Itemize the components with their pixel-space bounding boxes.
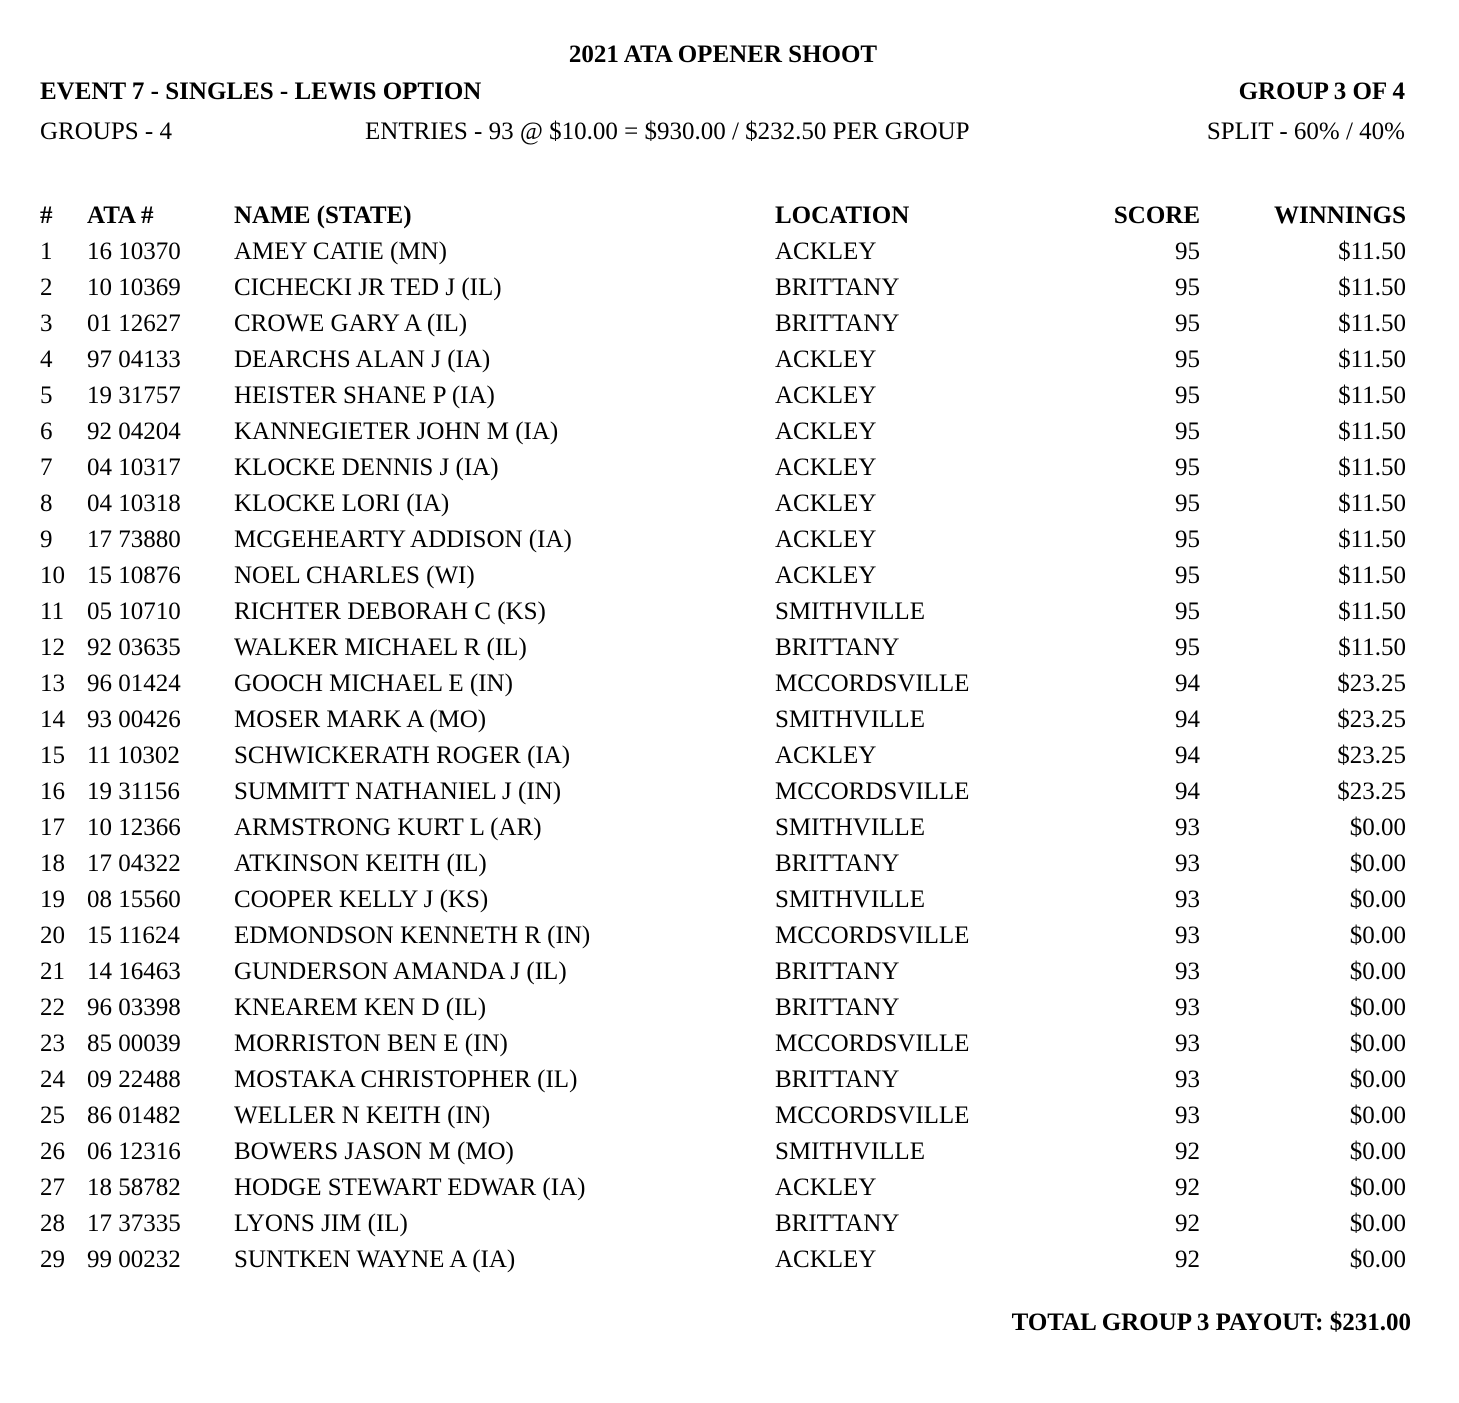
- row-location: ACKLEY: [775, 418, 877, 445]
- column-header-score: SCORE: [1113, 202, 1200, 229]
- row-ata-number: 09 22488: [87, 1066, 181, 1093]
- row-ata-number: 10 12366: [87, 814, 181, 841]
- row-winnings: $0.00: [1349, 958, 1406, 985]
- table-row: [0, 1134, 1459, 1170]
- row-winnings: $11.50: [1338, 418, 1406, 445]
- row-score: 93: [1175, 922, 1200, 949]
- row-winnings: $0.00: [1349, 1030, 1406, 1057]
- row-ata-number: 19 31156: [87, 778, 180, 805]
- row-number: 21: [40, 958, 65, 985]
- row-location: MCCORDSVILLE: [775, 1030, 970, 1057]
- table-row: [0, 522, 1459, 558]
- row-name: EDMONDSON KENNETH R (IN): [234, 922, 591, 949]
- table-row: [0, 666, 1459, 702]
- row-name: DEARCHS ALAN J (IA): [234, 346, 491, 373]
- row-winnings: $0.00: [1349, 1210, 1406, 1237]
- row-score: 92: [1175, 1138, 1200, 1165]
- row-name: KANNEGIETER JOHN M (IA): [234, 418, 559, 445]
- row-ata-number: 16 10370: [87, 238, 181, 265]
- row-number: 14: [40, 706, 65, 733]
- row-winnings: $11.50: [1338, 346, 1406, 373]
- row-location: BRITTANY: [775, 1066, 900, 1093]
- table-row: [0, 1026, 1459, 1062]
- row-winnings: $0.00: [1349, 1066, 1406, 1093]
- table-row: [0, 594, 1459, 630]
- row-location: ACKLEY: [775, 346, 877, 373]
- groups-count: GROUPS - 4: [40, 118, 172, 145]
- row-number: 7: [40, 454, 53, 481]
- row-name: KLOCKE LORI (IA): [234, 490, 450, 517]
- row-score: 95: [1175, 382, 1200, 409]
- row-number: 23: [40, 1030, 65, 1057]
- row-name: KNEAREM KEN D (IL): [234, 994, 487, 1021]
- row-winnings: $11.50: [1338, 598, 1406, 625]
- row-winnings: $0.00: [1349, 994, 1406, 1021]
- row-score: 95: [1175, 238, 1200, 265]
- table-row: [0, 1170, 1459, 1206]
- row-number: 11: [40, 598, 65, 625]
- row-ata-number: 04 10318: [87, 490, 181, 517]
- row-winnings: $11.50: [1338, 454, 1406, 481]
- row-name: ATKINSON KEITH (IL): [234, 850, 487, 877]
- row-score: 93: [1175, 994, 1200, 1021]
- row-winnings: $11.50: [1338, 274, 1406, 301]
- row-location: ACKLEY: [775, 454, 877, 481]
- row-ata-number: 85 00039: [87, 1030, 181, 1057]
- row-name: MOSER MARK A (MO): [234, 706, 487, 733]
- row-number: 12: [40, 634, 65, 661]
- row-name: SUNTKEN WAYNE A (IA): [234, 1246, 516, 1273]
- row-location: ACKLEY: [775, 526, 877, 553]
- row-number: 10: [40, 562, 65, 589]
- row-score: 93: [1175, 850, 1200, 877]
- row-number: 17: [40, 814, 65, 841]
- row-name: MCGEHEARTY ADDISON (IA): [234, 526, 572, 553]
- row-ata-number: 04 10317: [87, 454, 181, 481]
- row-ata-number: 17 04322: [87, 850, 181, 877]
- column-header-winnings: WINNINGS: [1274, 202, 1406, 229]
- row-name: HODGE STEWART EDWAR (IA): [234, 1174, 586, 1201]
- row-name: ARMSTRONG KURT L (AR): [234, 814, 542, 841]
- row-winnings: $11.50: [1338, 562, 1406, 589]
- row-winnings: $11.50: [1338, 310, 1406, 337]
- row-score: 94: [1175, 778, 1200, 805]
- row-ata-number: 15 11624: [87, 922, 180, 949]
- row-winnings: $23.25: [1337, 670, 1406, 697]
- table-row: [0, 954, 1459, 990]
- row-score: 92: [1175, 1210, 1200, 1237]
- payout-split: SPLIT - 60% / 40%: [1206, 118, 1405, 145]
- row-score: 95: [1175, 346, 1200, 373]
- row-score: 93: [1175, 1066, 1200, 1093]
- row-score: 95: [1175, 274, 1200, 301]
- event-title: EVENT 7 - SINGLES - LEWIS OPTION: [40, 78, 482, 105]
- row-name: AMEY CATIE (MN): [234, 238, 447, 265]
- row-ata-number: 06 12316: [87, 1138, 181, 1165]
- row-ata-number: 14 16463: [87, 958, 181, 985]
- table-row: [0, 486, 1459, 522]
- row-winnings: $0.00: [1349, 886, 1406, 913]
- table-row: [0, 1242, 1459, 1278]
- row-number: 15: [40, 742, 65, 769]
- row-ata-number: 11 10302: [87, 742, 180, 769]
- row-number: 6: [40, 418, 53, 445]
- row-number: 19: [40, 886, 65, 913]
- row-name: WALKER MICHAEL R (IL): [234, 634, 527, 661]
- row-winnings: $0.00: [1349, 850, 1406, 877]
- row-number: 24: [40, 1066, 65, 1093]
- row-name: COOPER KELLY J (KS): [234, 886, 489, 913]
- row-location: ACKLEY: [775, 1174, 877, 1201]
- row-ata-number: 05 10710: [87, 598, 181, 625]
- table-row: [0, 270, 1459, 306]
- row-number: 28: [40, 1210, 65, 1237]
- row-score: 95: [1175, 598, 1200, 625]
- table-row: [0, 702, 1459, 738]
- row-location: SMITHVILLE: [775, 814, 925, 841]
- column-header-name: NAME (STATE): [234, 202, 412, 229]
- row-score: 95: [1175, 562, 1200, 589]
- row-winnings: $23.25: [1337, 706, 1406, 733]
- row-location: BRITTANY: [775, 634, 900, 661]
- row-ata-number: 92 04204: [87, 418, 181, 445]
- row-number: 20: [40, 922, 65, 949]
- row-location: SMITHVILLE: [775, 1138, 925, 1165]
- row-number: 9: [40, 526, 53, 553]
- row-location: MCCORDSVILLE: [775, 778, 970, 805]
- row-name: WELLER N KEITH (IN): [234, 1102, 491, 1129]
- row-ata-number: 86 01482: [87, 1102, 181, 1129]
- table-row: [0, 1206, 1459, 1242]
- row-location: BRITTANY: [775, 274, 900, 301]
- row-ata-number: 96 03398: [87, 994, 181, 1021]
- row-winnings: $11.50: [1338, 490, 1406, 517]
- row-name: MORRISTON BEN E (IN): [234, 1030, 508, 1057]
- row-name: SUMMITT NATHANIEL J (IN): [234, 778, 562, 805]
- row-number: 29: [40, 1246, 65, 1273]
- table-row: [0, 738, 1459, 774]
- row-score: 93: [1175, 958, 1200, 985]
- row-name: HEISTER SHANE P (IA): [234, 382, 495, 409]
- row-winnings: $23.25: [1337, 742, 1406, 769]
- row-name: MOSTAKA CHRISTOPHER (IL): [234, 1066, 578, 1093]
- row-ata-number: 01 12627: [87, 310, 181, 337]
- row-location: BRITTANY: [775, 1210, 900, 1237]
- table-row: [0, 306, 1459, 342]
- row-winnings: $0.00: [1349, 922, 1406, 949]
- table-row: [0, 234, 1459, 270]
- row-score: 95: [1175, 526, 1200, 553]
- row-number: 22: [40, 994, 65, 1021]
- row-score: 95: [1175, 454, 1200, 481]
- row-name: NOEL CHARLES (WI): [234, 562, 475, 589]
- row-ata-number: 10 10369: [87, 274, 181, 301]
- row-location: BRITTANY: [775, 850, 900, 877]
- table-row: [0, 630, 1459, 666]
- row-score: 93: [1175, 1030, 1200, 1057]
- row-location: BRITTANY: [775, 958, 900, 985]
- row-winnings: $23.25: [1337, 778, 1406, 805]
- row-location: ACKLEY: [775, 1246, 877, 1273]
- row-location: ACKLEY: [775, 382, 877, 409]
- row-number: 26: [40, 1138, 65, 1165]
- row-score: 94: [1175, 670, 1200, 697]
- row-score: 92: [1175, 1246, 1200, 1273]
- row-number: 4: [40, 346, 53, 373]
- row-score: 93: [1175, 886, 1200, 913]
- table-row: [0, 450, 1459, 486]
- table-row: [0, 1098, 1459, 1134]
- row-location: SMITHVILLE: [775, 886, 925, 913]
- table-row: [0, 990, 1459, 1026]
- row-ata-number: 17 73880: [87, 526, 181, 553]
- row-number: 16: [40, 778, 65, 805]
- table-row: [0, 810, 1459, 846]
- row-location: BRITTANY: [775, 310, 900, 337]
- column-header-location: LOCATION: [775, 202, 910, 229]
- row-name: SCHWICKERATH ROGER (IA): [234, 742, 571, 769]
- table-row: [0, 558, 1459, 594]
- row-location: MCCORDSVILLE: [775, 1102, 970, 1129]
- table-row: [0, 882, 1459, 918]
- results-table-header: [0, 198, 1459, 234]
- row-location: BRITTANY: [775, 994, 900, 1021]
- row-number: 25: [40, 1102, 65, 1129]
- column-header-ata: ATA #: [87, 202, 154, 229]
- entries-summary: ENTRIES - 93 @ $10.00 = $930.00 / $232.50 PER GROUP: [365, 118, 970, 145]
- row-score: 95: [1175, 634, 1200, 661]
- row-winnings: $11.50: [1338, 526, 1406, 553]
- row-score: 95: [1175, 310, 1200, 337]
- row-name: GOOCH MICHAEL E (IN): [234, 670, 513, 697]
- row-score: 94: [1175, 706, 1200, 733]
- row-ata-number: 17 37335: [87, 1210, 181, 1237]
- table-row: [0, 414, 1459, 450]
- row-score: 92: [1175, 1174, 1200, 1201]
- page-title: 2021 ATA OPENER SHOOT: [568, 41, 878, 68]
- table-row: [0, 342, 1459, 378]
- row-location: ACKLEY: [775, 490, 877, 517]
- row-ata-number: 93 00426: [87, 706, 181, 733]
- row-number: 8: [40, 490, 53, 517]
- row-winnings: $0.00: [1349, 1246, 1406, 1273]
- row-number: 18: [40, 850, 65, 877]
- row-score: 93: [1175, 814, 1200, 841]
- row-location: SMITHVILLE: [775, 598, 925, 625]
- row-name: LYONS JIM (IL): [234, 1210, 408, 1237]
- row-location: MCCORDSVILLE: [775, 922, 970, 949]
- table-row: [0, 846, 1459, 882]
- row-location: ACKLEY: [775, 562, 877, 589]
- row-number: 1: [40, 238, 53, 265]
- row-name: BOWERS JASON M (MO): [234, 1138, 514, 1165]
- row-name: CICHECKI JR TED J (IL): [234, 274, 502, 301]
- row-ata-number: 15 10876: [87, 562, 181, 589]
- row-score: 95: [1175, 490, 1200, 517]
- row-score: 95: [1175, 418, 1200, 445]
- row-winnings: $11.50: [1338, 382, 1406, 409]
- row-name: GUNDERSON AMANDA J (IL): [234, 958, 567, 985]
- row-winnings: $11.50: [1338, 238, 1406, 265]
- row-ata-number: 18 58782: [87, 1174, 181, 1201]
- table-row: [0, 774, 1459, 810]
- table-row: [0, 378, 1459, 414]
- row-ata-number: 19 31757: [87, 382, 181, 409]
- row-location: SMITHVILLE: [775, 706, 925, 733]
- row-number: 3: [40, 310, 53, 337]
- row-ata-number: 97 04133: [87, 346, 181, 373]
- group-indicator: GROUP 3 OF 4: [1238, 78, 1405, 105]
- row-ata-number: 96 01424: [87, 670, 181, 697]
- row-score: 94: [1175, 742, 1200, 769]
- row-winnings: $0.00: [1349, 814, 1406, 841]
- row-name: KLOCKE DENNIS J (IA): [234, 454, 499, 481]
- total-payout: TOTAL GROUP 3 PAYOUT: $231.00: [1011, 1309, 1411, 1336]
- row-winnings: $0.00: [1349, 1174, 1406, 1201]
- row-name: RICHTER DEBORAH C (KS): [234, 598, 546, 625]
- row-winnings: $0.00: [1349, 1102, 1406, 1129]
- row-ata-number: 08 15560: [87, 886, 181, 913]
- row-location: MCCORDSVILLE: [775, 670, 970, 697]
- row-name: CROWE GARY A (IL): [234, 310, 468, 337]
- row-location: ACKLEY: [775, 742, 877, 769]
- table-row: [0, 918, 1459, 954]
- row-location: ACKLEY: [775, 238, 877, 265]
- row-score: 93: [1175, 1102, 1200, 1129]
- row-number: 5: [40, 382, 53, 409]
- row-winnings: $0.00: [1349, 1138, 1406, 1165]
- table-row: [0, 1062, 1459, 1098]
- row-number: 13: [40, 670, 65, 697]
- row-number: 27: [40, 1174, 65, 1201]
- column-header-number: #: [40, 202, 53, 229]
- row-ata-number: 92 03635: [87, 634, 181, 661]
- row-winnings: $11.50: [1338, 634, 1406, 661]
- row-number: 2: [40, 274, 53, 301]
- row-ata-number: 99 00232: [87, 1246, 181, 1273]
